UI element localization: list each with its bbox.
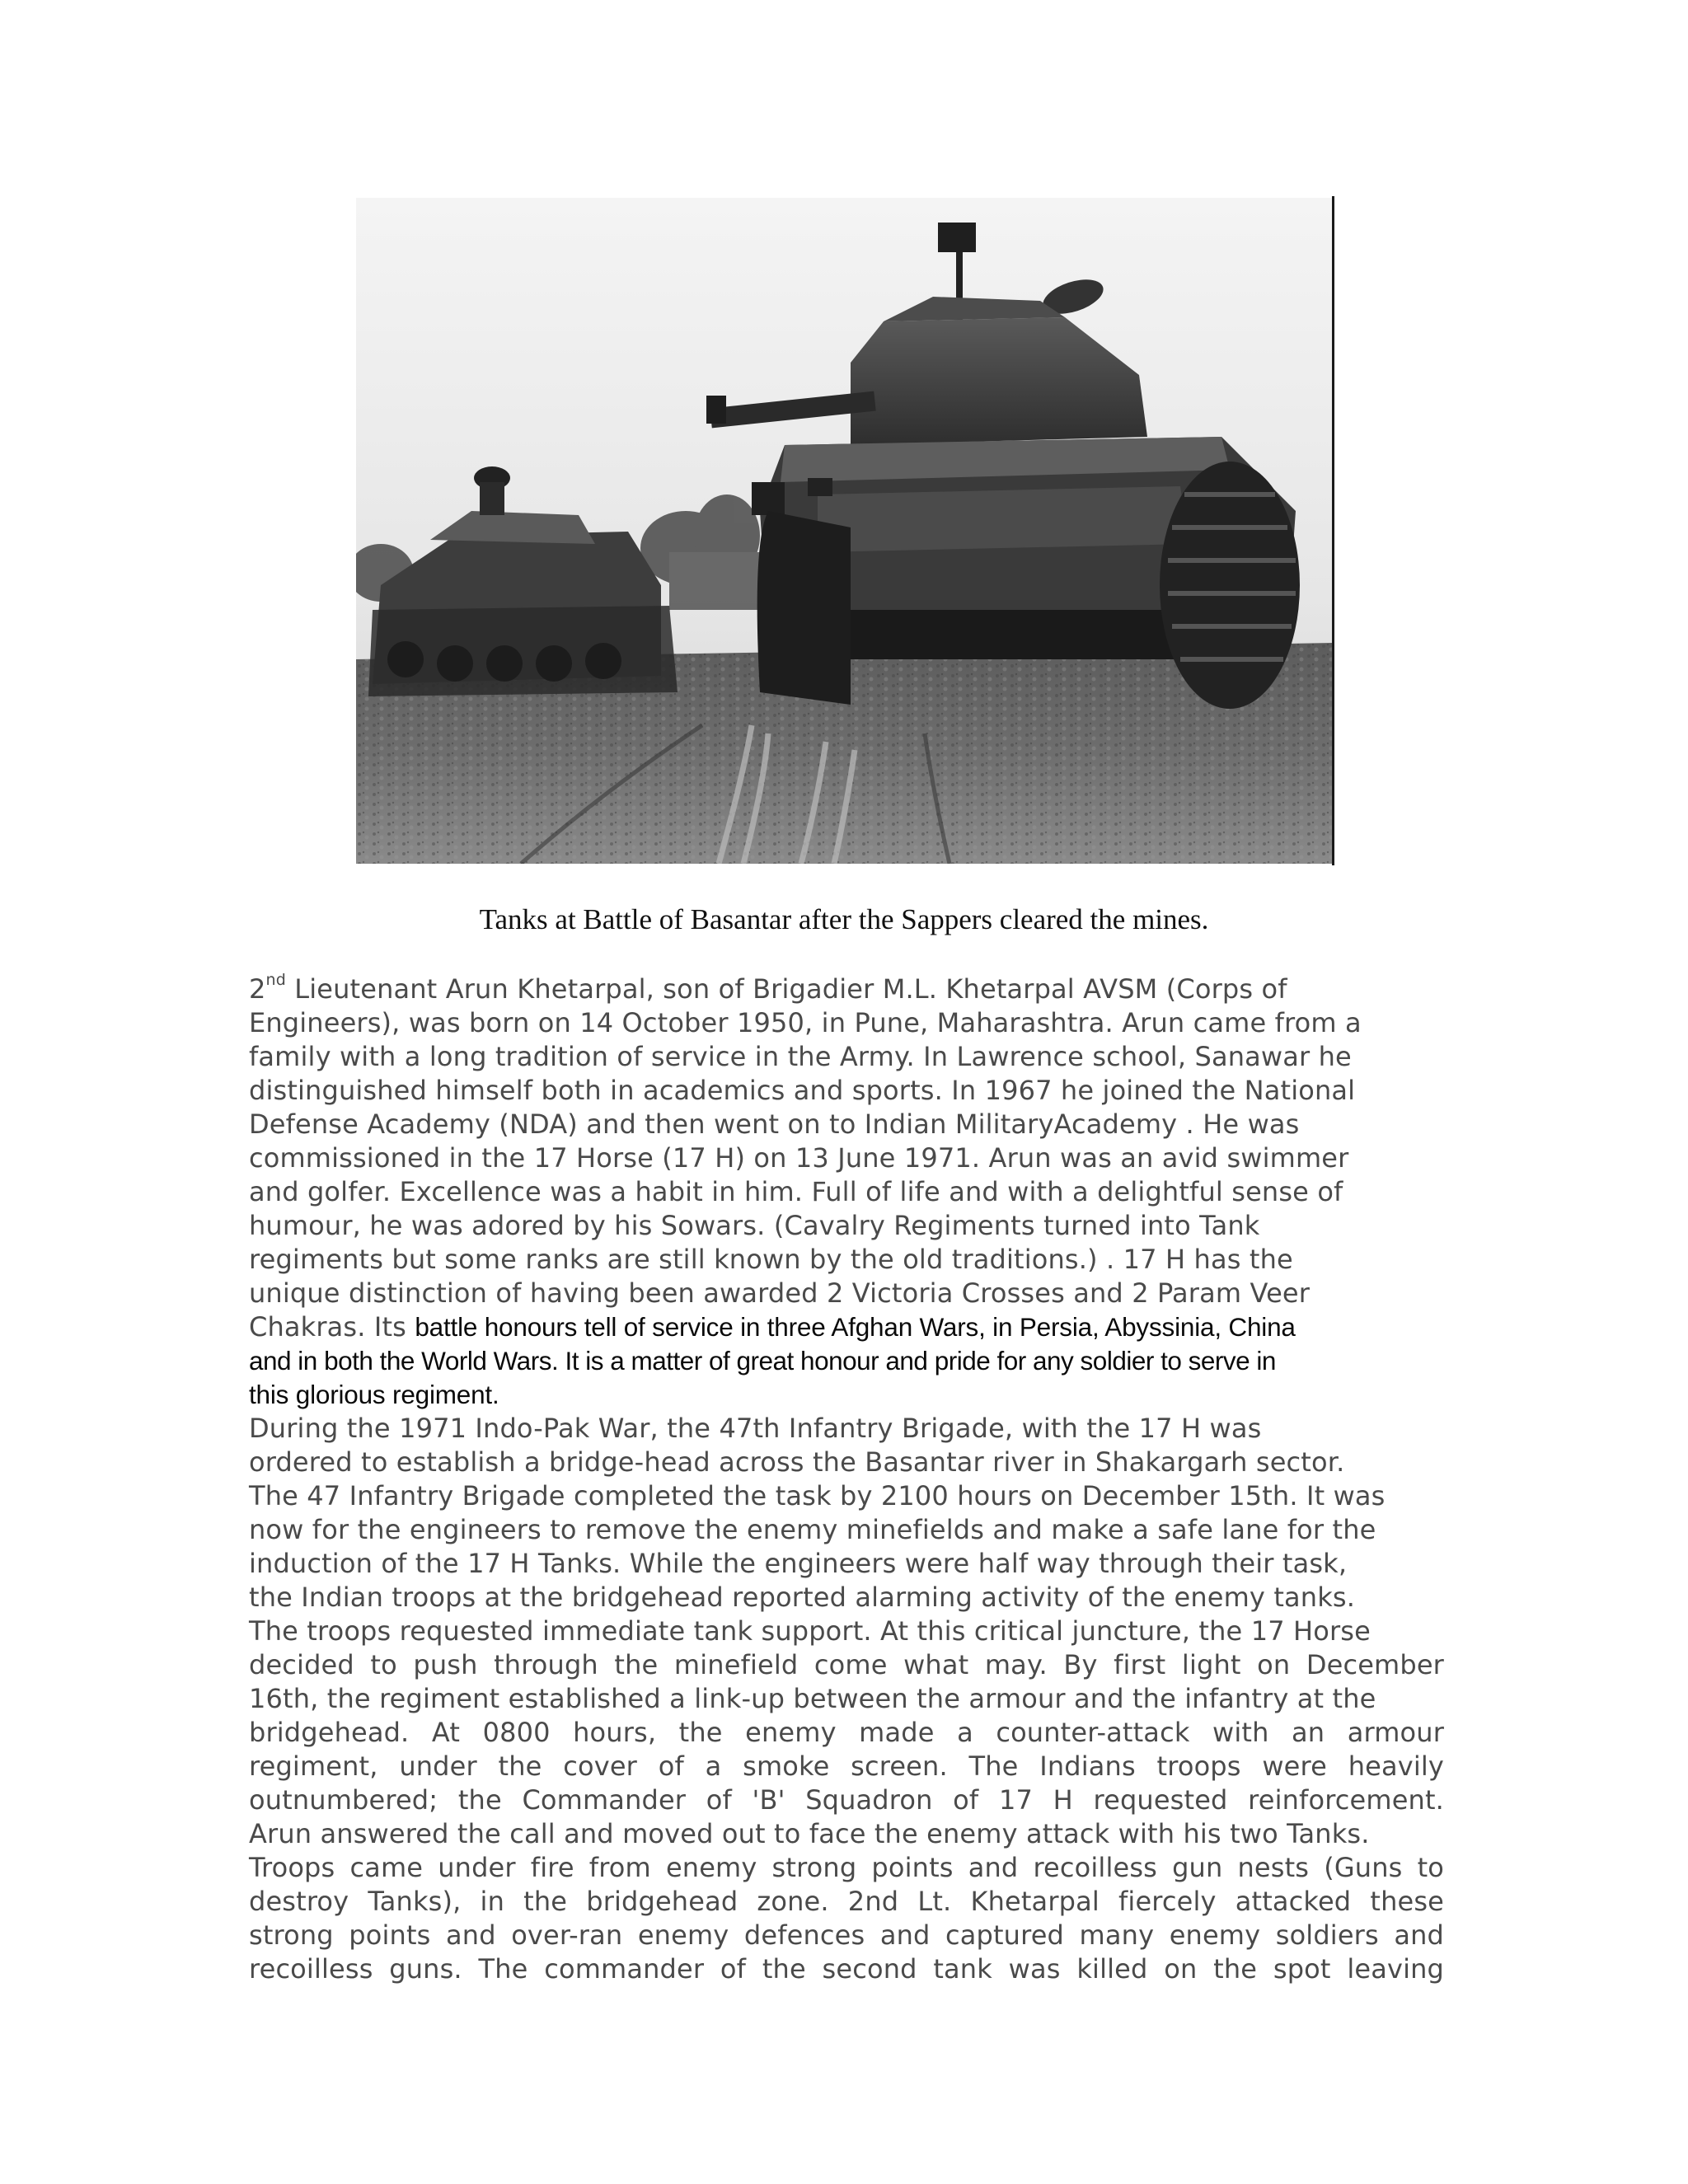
text-line: humour, he was adored by his Sowars. (Cavalry Regiments turned into Tank: [249, 1210, 1260, 1241]
text-line: bridgehead. At 0800 hours, the enemy made a counter-attack with an armour: [249, 1717, 1444, 1748]
text-line: outnumbered; the Commander of 'B' Squadron of 17 H requested reinforcement.: [249, 1784, 1444, 1816]
text-line: family with a long tradition of service in the Army. In Lawrence school, Sanawar he: [249, 1041, 1352, 1072]
text-line: Troops came under fire from enemy strong points and recoilless gun nests (Guns to: [249, 1852, 1444, 1883]
text-line: unique distinction of having been awarded 2 Victoria Crosses and 2 Param Veer: [249, 1277, 1311, 1309]
ordinal-number: 2: [249, 973, 266, 1005]
article-body: [249, 972, 1444, 1986]
text-line: distinguished himself both in academics and sports. In 1967 he joined the National: [249, 1075, 1356, 1106]
tanks-photograph: [356, 198, 1334, 864]
ordinal-suffix: nd: [265, 971, 286, 990]
text-line: 16th, the regiment established a link-up between the armour and the infantry at the: [249, 1683, 1376, 1714]
text-segment: battle honours tell of service in three Afghan Wars, in Persia, Abyssinia, China: [415, 1312, 1296, 1342]
text-line: ordered to establish a bridge-head across the Basantar river in Shakargarh sector.: [249, 1446, 1345, 1478]
text-line: During the 1971 Indo-Pak War, the 47th Infantry Brigade, with the 17 H was: [249, 1413, 1262, 1444]
text-line: Arun answered the call and moved out to face the enemy attack with his two Tanks.: [249, 1818, 1370, 1849]
text-line: and golfer. Excellence was a habit in him. Full of life and with a delightful sense of: [249, 1176, 1343, 1207]
text-line: destroy Tanks), in the bridgehead zone. 2nd Lt. Khetarpal fiercely attacked these: [249, 1886, 1444, 1917]
text-line: recoilless guns. The commander of the second tank was killed on the spot leaving: [249, 1953, 1444, 1985]
text-line: The 47 Infantry Brigade completed the task by 2100 hours on December 15th. It was: [249, 1480, 1386, 1511]
text-line: strong points and over-ran enemy defences and captured many enemy soldiers and: [249, 1919, 1444, 1951]
text-line: this glorious regiment.: [249, 1380, 499, 1409]
text-line: Defense Academy (NDA) and then went on to Indian MilitaryAcademy . He was: [249, 1108, 1300, 1140]
text-line: induction of the 17 H Tanks. While the engineers were half way through their task,: [249, 1548, 1348, 1579]
text-line: The troops requested immediate tank support. At this critical juncture, the 17 Horse: [249, 1615, 1371, 1647]
text-line: commissioned in the 17 Horse (17 H) on 13 June 1971. Arun was an avid swimmer: [249, 1142, 1349, 1174]
text-line: the Indian troops at the bridgehead reported alarming activity of the enemy tanks.: [249, 1582, 1356, 1613]
text-line: and in both the World Wars. It is a matter of great honour and pride for any soldier to serve in: [249, 1346, 1276, 1376]
photo-right-border: [1332, 196, 1334, 865]
text-segment: Chakras. Its: [249, 1311, 415, 1343]
text-line: Engineers), was born on 14 October 1950, in Pune, Maharashtra. Arun came from a: [249, 1007, 1362, 1038]
text-line: regiment, under the cover of a smoke screen. The Indians troops were heavily: [249, 1750, 1444, 1782]
photo-caption: Tanks at Battle of Basantar after the Sappers cleared the mines.: [479, 903, 1209, 935]
text-line: now for the engineers to remove the enemy minefields and make a safe lane for the: [249, 1514, 1376, 1545]
text-line: [249, 972, 1444, 1006]
text-line: decided to push through the minefield come what may. By first light on December: [249, 1649, 1444, 1680]
text-line: [249, 1310, 1444, 1344]
text-segment: Lieutenant Arun Khetarpal, son of Brigadier M.L. Khetarpal AVSM (Corps of: [285, 973, 1287, 1005]
text-line: regiments but some ranks are still known by the old traditions.) . 17 H has the: [249, 1244, 1293, 1275]
